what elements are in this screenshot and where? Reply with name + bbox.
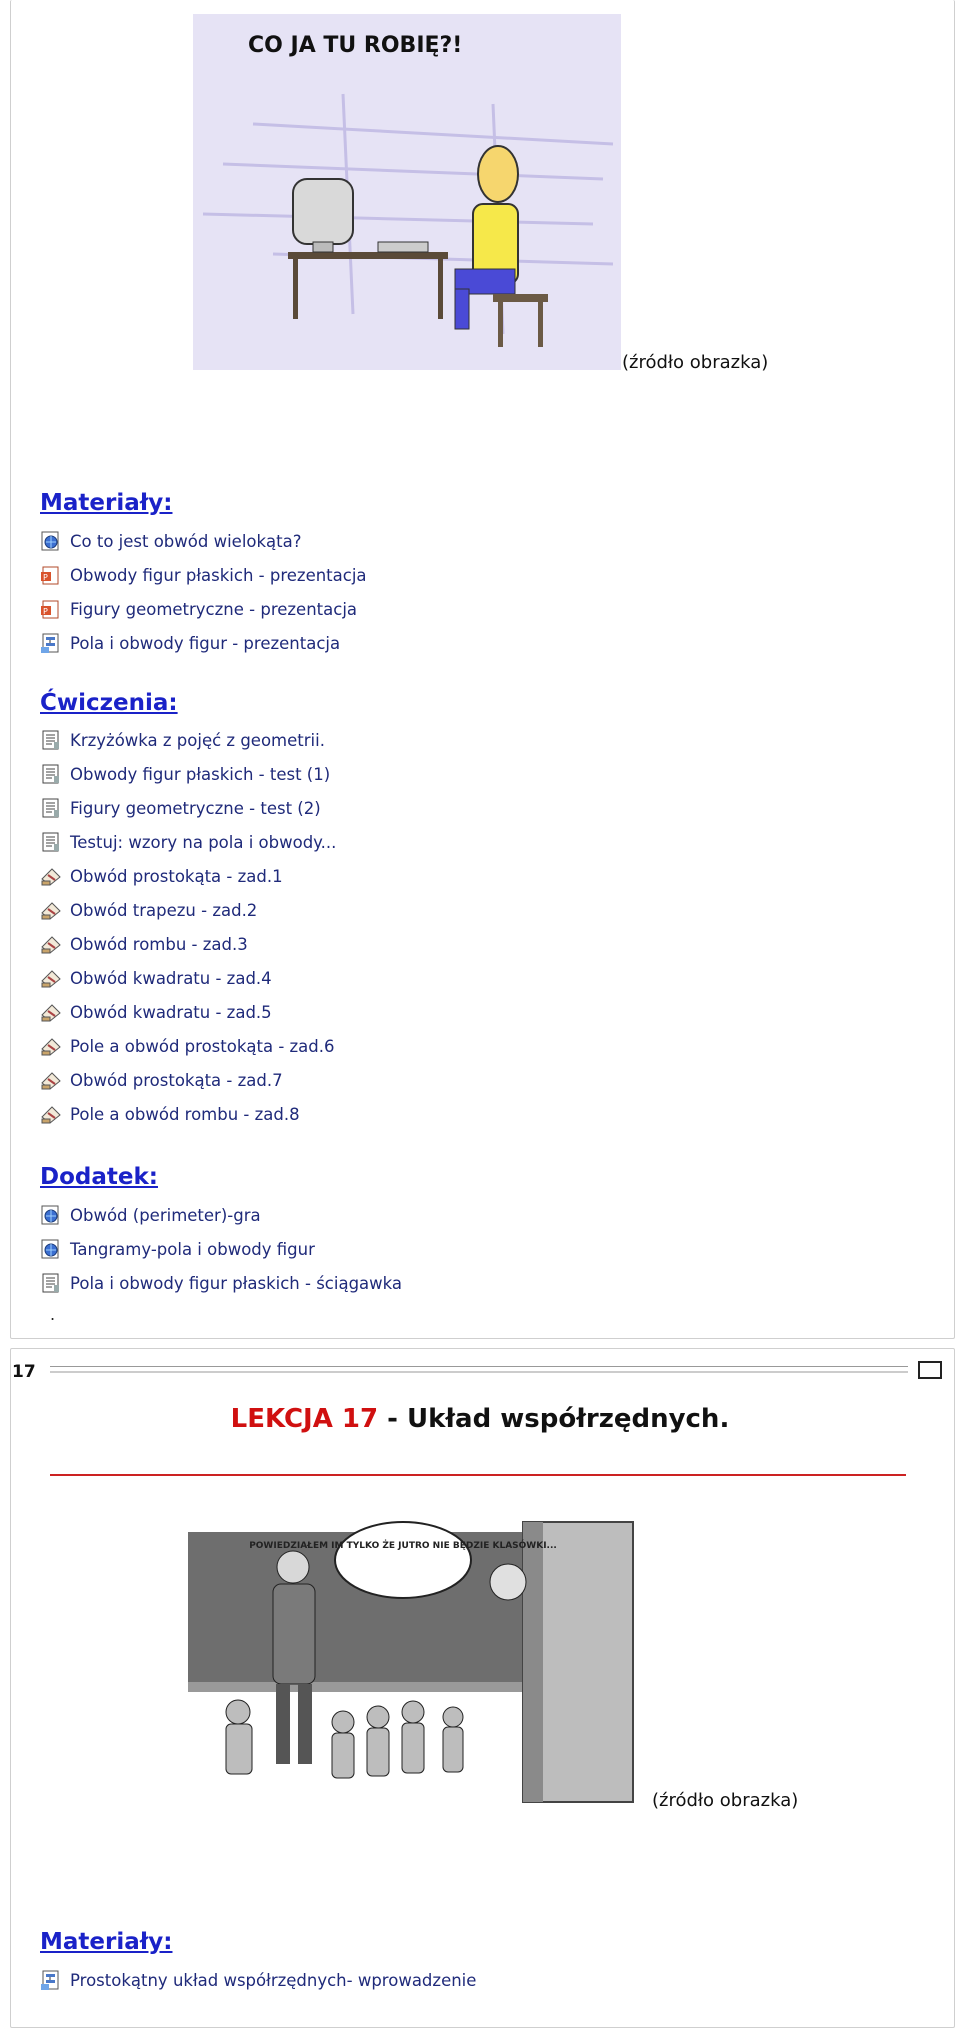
- lesson17-materials-item-label[interactable]: Prostokątny układ współrzędnych- wprowadzenie: [70, 1970, 477, 1990]
- task-icon: [40, 933, 62, 955]
- svg-text:P: P: [43, 573, 48, 582]
- task-icon: [40, 1035, 62, 1057]
- exercises-item[interactable]: [40, 1067, 283, 1093]
- presentation-icon: [40, 598, 62, 620]
- exercises-item[interactable]: [40, 931, 248, 957]
- exercises-item-label[interactable]: Obwód kwadratu - zad.4: [70, 968, 272, 988]
- materials-item-label[interactable]: Figury geometryczne - prezentacja: [70, 599, 358, 619]
- exercises-item[interactable]: [40, 795, 321, 821]
- task-icon: [40, 1069, 62, 1091]
- flowchart-icon: [40, 1969, 62, 1991]
- image-credit-link[interactable]: (źródło obrazka): [622, 352, 769, 373]
- task-icon: [40, 899, 62, 921]
- extras-item-label[interactable]: Obwód (perimeter)-gra: [70, 1205, 261, 1225]
- globe-page-icon: [40, 1238, 62, 1260]
- title-underline: [50, 1474, 906, 1476]
- exercises-item[interactable]: [40, 829, 336, 855]
- presentation-icon: [40, 564, 62, 586]
- exercises-item-label[interactable]: Obwód prostokąta - zad.1: [70, 866, 283, 886]
- materials-item-label[interactable]: Obwody figur płaskich - prezentacja: [70, 565, 367, 585]
- task-icon: [40, 865, 62, 887]
- image-credit-link-2[interactable]: (źródło obrazka): [652, 1790, 799, 1811]
- extras-item-label[interactable]: Tangramy-pola i obwody figur: [70, 1239, 315, 1259]
- exercises-item-label[interactable]: Obwód rombu - zad.3: [70, 934, 248, 954]
- exercises-item[interactable]: [40, 1033, 335, 1059]
- section-title-materials: Materiały:: [40, 490, 173, 516]
- quiz-page-icon: [40, 1272, 62, 1294]
- quiz-page-icon: [40, 831, 62, 853]
- svg-text:P: P: [43, 607, 48, 616]
- section-title-materials-17: Materiały:: [40, 1929, 173, 1955]
- exercises-item-label[interactable]: Pole a obwód prostokąta - zad.6: [70, 1036, 335, 1056]
- trailing-dot: .: [50, 1305, 56, 1324]
- highlight-toggle-checkbox[interactable]: [918, 1361, 942, 1379]
- materials-item[interactable]: [40, 596, 357, 622]
- materials-item-label[interactable]: Pola i obwody figur - prezentacja: [70, 633, 341, 653]
- lesson-title: [0, 1404, 960, 1434]
- exercises-item-label[interactable]: Obwód prostokąta - zad.7: [70, 1070, 283, 1090]
- exercises-item[interactable]: [40, 965, 272, 991]
- cartoon-image-classroom: [178, 1512, 654, 1810]
- quiz-page-icon: [40, 797, 62, 819]
- exercises-item-label[interactable]: Testuj: wzory na pola i obwody...: [70, 832, 337, 852]
- materials-item-label[interactable]: Co to jest obwód wielokąta?: [70, 531, 302, 551]
- exercises-item-label[interactable]: Obwody figur płaskich - test (1): [70, 764, 331, 784]
- extras-item[interactable]: [40, 1202, 261, 1228]
- exercises-item-label[interactable]: Pole a obwód rombu - zad.8: [70, 1104, 300, 1124]
- materials-item[interactable]: [40, 562, 367, 588]
- task-icon: [40, 967, 62, 989]
- exercises-item-label[interactable]: Figury geometryczne - test (2): [70, 798, 321, 818]
- lesson-title-topic: - Układ współrzędnych.: [378, 1404, 730, 1434]
- flowchart-icon: [40, 632, 62, 654]
- section-title-exercises: Ćwiczenia:: [40, 690, 178, 716]
- section-number: 17: [12, 1362, 36, 1382]
- extras-item[interactable]: [40, 1236, 315, 1262]
- exercises-item[interactable]: [40, 897, 257, 923]
- materials-item[interactable]: [40, 528, 302, 554]
- exercises-item[interactable]: [40, 1101, 300, 1127]
- exercises-item[interactable]: [40, 863, 283, 889]
- quiz-page-icon: [40, 729, 62, 751]
- section-title-extras: Dodatek:: [40, 1164, 158, 1190]
- extras-item-label[interactable]: Pola i obwody figur płaskich - ściągawka: [70, 1273, 403, 1293]
- lesson17-materials-item[interactable]: [40, 1967, 476, 1993]
- cartoon-image-computer: [193, 14, 621, 370]
- task-icon: [40, 1001, 62, 1023]
- exercises-item[interactable]: [40, 761, 330, 787]
- globe-page-icon: [40, 1204, 62, 1226]
- speech-bubble-text: POWIEDZIAŁEM IM TYLKO ŻE JUTRO NIE BĘDZIE KLASÓWKI...: [249, 1541, 557, 1551]
- section-divider: [50, 1366, 908, 1373]
- exercises-item-label[interactable]: Obwód kwadratu - zad.5: [70, 1002, 272, 1022]
- exercises-item-label[interactable]: Krzyżówka z pojęć z geometrii.: [70, 730, 325, 750]
- lesson-title-number: LEKCJA 17: [230, 1404, 379, 1434]
- task-icon: [40, 1103, 62, 1125]
- cartoon-caption: CO JA TU ROBIĘ?!: [248, 33, 463, 58]
- exercises-item[interactable]: [40, 999, 272, 1025]
- materials-item[interactable]: [40, 630, 340, 656]
- exercises-item[interactable]: [40, 727, 325, 753]
- quiz-page-icon: [40, 763, 62, 785]
- globe-page-icon: [40, 530, 62, 552]
- extras-item[interactable]: [40, 1270, 402, 1296]
- exercises-item-label[interactable]: Obwód trapezu - zad.2: [70, 900, 258, 920]
